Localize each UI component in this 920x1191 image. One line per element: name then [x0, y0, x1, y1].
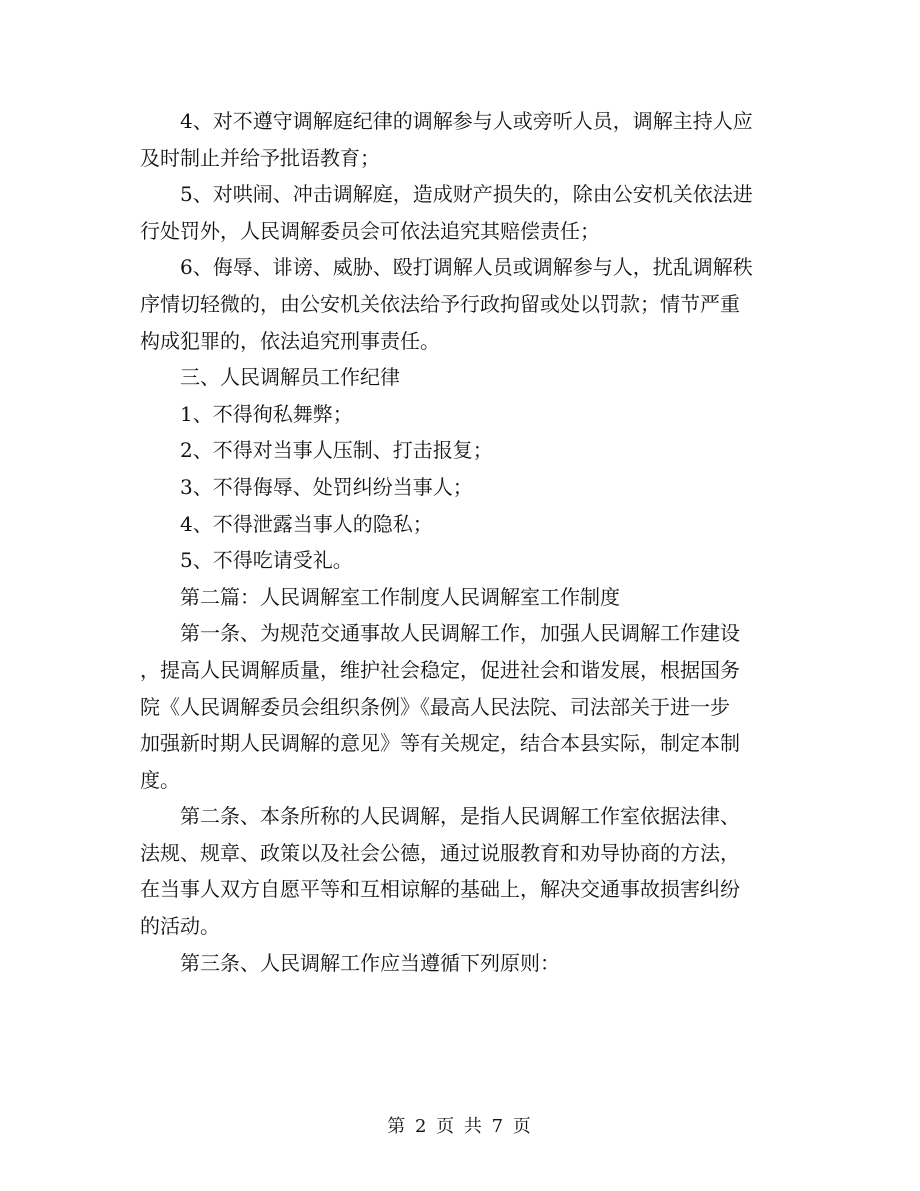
- text-line: 第二条、本条所称的人民调解，是指人民调解工作室依据法律、: [180, 804, 740, 829]
- text-line: 5、对哄闹、冲击调解庭，造成财产损失的，除由公安机关依法进: [180, 182, 753, 207]
- text-line: 6、侮辱、诽谤、威胁、殴打调解人员或调解参与人，扰乱调解秩: [180, 255, 753, 280]
- text-line: 加强新时期人民调解的意见》等有关规定，结合本县实际，制定本制: [140, 731, 740, 756]
- text-line: 法规、规章、政策以及社会公德，通过说服教育和劝导协商的方法，: [140, 840, 740, 865]
- text-line: 第三条、人民调解工作应当遵循下列原则：: [180, 950, 560, 975]
- text-line: 4、对不遵守调解庭纪律的调解参与人或旁听人员，调解主持人应: [180, 109, 753, 133]
- text-line: 2、不得对当事人压制、打击报复；: [180, 438, 493, 463]
- text-line: 院《人民调解委员会组织条例》《最高人民法院、司法部关于进一步: [140, 694, 730, 719]
- text-line: 及时制止并给予批语教育；: [140, 145, 380, 170]
- text-line: 在当事人双方自愿平等和互相谅解的基础上，解决交通事故损害纠纷: [140, 877, 740, 902]
- text-line: 1、不得徇私舞弊；: [180, 401, 353, 426]
- text-line: ，提高人民调解质量，维护社会稳定，促进社会和谐发展，根据国务: [140, 657, 740, 682]
- text-line: 的活动。: [140, 914, 220, 939]
- text-line: 序情切轻微的，由公安机关依法给予行政拘留或处以罚款；情节严重: [140, 291, 740, 316]
- text-line: 5、不得吃请受礼。: [180, 548, 353, 573]
- text-line: 三、人民调解员工作纪律: [180, 365, 400, 390]
- text-line: 第一条、为规范交通事故人民调解工作，加强人民调解工作建设: [180, 621, 740, 646]
- text-line: 3、不得侮辱、处罚纠纷当事人；: [180, 474, 473, 499]
- document-body: [140, 103, 780, 981]
- text-line: 4、不得泄露当事人的隐私；: [180, 511, 433, 536]
- text-line: 构成犯罪的，依法追究刑事责任。: [140, 328, 440, 353]
- text-line: 第二篇：人民调解室工作制度人民调解室工作制度: [180, 584, 620, 609]
- text-line: 行处罚外，人民调解委员会可依法追究其赔偿责任；: [140, 218, 600, 243]
- text-line: 度。: [140, 767, 180, 792]
- page-footer: 第 2 页 共 7 页: [387, 1116, 533, 1137]
